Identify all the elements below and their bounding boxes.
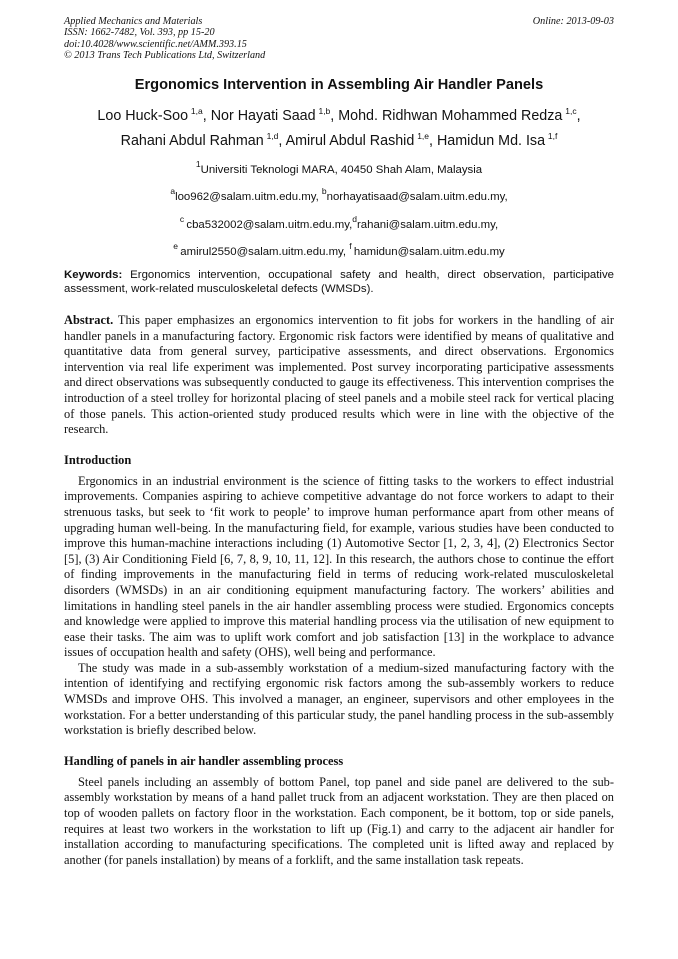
paper-page <box>64 16 614 868</box>
email-text: loo962@salam.uitm.edu.my, <box>175 191 322 204</box>
author-sep: , <box>576 107 581 124</box>
email-sup: f <box>349 241 352 252</box>
author-sup: 1,c <box>565 105 577 116</box>
affiliations <box>64 158 614 260</box>
doi-line: doi:10.4028/www.scientific.net/AMM.393.15 <box>64 38 247 50</box>
affiliation-text: Universiti Teknologi MARA, 40450 Shah Alam, Malaysia <box>200 163 483 176</box>
email-sup: a <box>170 186 176 197</box>
author-line-1 <box>64 101 614 126</box>
author-sep: , <box>330 107 339 124</box>
email-sup: e <box>173 241 178 252</box>
author-sep: , <box>429 132 437 149</box>
issn-line: ISSN: 1662-7482, Vol. 393, pp 15-20 <box>64 27 215 39</box>
author-sup: 1,e <box>417 130 430 141</box>
author-sup: 1,b <box>318 105 331 116</box>
handling-paragraph-1: Steel panels including an assembly of bottom Panel, top panel and side panel are delivered to the sub-assembly workstation by means of a hand pallet truck from an adjacent workstation. They are then placed on top of wooden pallets on factory floor in the workstation. Each component, be it bottom, top or side panels, requires at least two workers in the workstation to lift up (Fig.1) and carry to the adjacent air handler for installation according to manufacturing specifications. The completed unit is lifted away and replaced by another (for panels installation) by means of a forklift, and the same installation task repeats. <box>64 774 614 867</box>
section-heading-handling: Handling of panels in air handler assembling process <box>64 753 344 768</box>
author-line-2 <box>64 126 614 151</box>
keywords-text: Ergonomics intervention, occupational safety and health, direct observation, participative assessment, work-related musculoskeletal defects (WMSDs). <box>64 269 614 295</box>
online-date: Online: 2013-09-03 <box>532 16 614 27</box>
author-list <box>64 101 614 151</box>
intro-paragraph-1: Ergonomics in an industrial environment is the science of fitting tasks to the workers to effect industrial improvements. Companies aspiring to achieve competitive advantage do not force workers to adapt to their strenuous tasks, but seek to ‘fit work to people’ to improve human performance apart from other means of upgrading human well-being. In the manufacturing field, for example, various studies have been conducted to improve this human-machine interactions including (1) Automotive Sector [1, 2, 3, 4], (2) Electronics Sector [5], (3) Air Conditioning Field [6, 7, 8, 9, 10, 11, 12]. In this research, the authors chose to continue the effort of finding improvements in the manufacturing field in terms of reducing work-related musculoskeletal disorders (WMSDs) in an air conditioning equipment manufacturing factory. The workers’ abilities and limitations in handling steel panels in the air handler assembling process were studied. Ergonomics concepts and knowledge were applied to improve this material handling process via the utilisation of new equipment to ease their tasks. The aim was to uplift work comfort and job satisfaction [13] in the workplace to advance issues of occupation health and safety (OHS), well being and performance. <box>64 473 614 660</box>
section-heading-introduction: Introduction <box>64 452 132 467</box>
email-text: cba532002@salam.uitm.edu.my, <box>186 218 353 231</box>
email-line-2 <box>64 213 614 232</box>
affiliation-line <box>64 158 614 177</box>
abstract-text: This paper emphasizes an ergonomics intervention to fit jobs for workers in the handling of air handler panels in a manufacturing factory. Ergonomic risk factors were identified by means of qualitative and quantitative data from general survey, participative assessments, and direct observations. Ergonomics intervention via real life experiment was implemented. Post survey incorporating participative assessments and direct observations was subsequently conducted to gauge its effectiveness. This intervention comprises the introduction of a steel trolley for horizontal placing of steel panels and a mobile steel rack for vertical placing of those panels. This action-oriented study produced results which were in line with the objective of the research. <box>64 313 614 437</box>
paper-title: Ergonomics Intervention in Assembling Air Handler Panels <box>134 76 544 93</box>
author-name: Rahani Abdul Rahman <box>120 132 264 149</box>
author-sep: , <box>278 132 286 149</box>
abstract <box>64 313 614 438</box>
author-name: Hamidun Md. Isa <box>436 132 546 149</box>
author-name: Loo Huck-Soo <box>97 107 189 124</box>
email-text: rahani@salam.uitm.edu.my, <box>356 218 499 231</box>
intro-paragraph-2: The study was made in a sub-assembly workstation of a medium-sized manufacturing factory with the intention of identifying and rectifying ergonomic risk factors among the sub-assembly workers to reduce WMSDs and improve OHS. This involved a manager, an engineer, supervisors and other employees in the workstation. For a better understanding of this particular study, the panel handling process in the sub-assembly workstation is briefly described below. <box>64 660 614 738</box>
author-name: Nor Hayati Saad <box>210 107 316 124</box>
email-text: norhayatisaad@salam.uitm.edu.my, <box>326 191 508 204</box>
copyright-line: © 2013 Trans Tech Publications Ltd, Switzerland <box>64 50 266 62</box>
author-sup: 1,a <box>190 105 203 116</box>
keywords <box>64 268 614 296</box>
keywords-label: Keywords: <box>64 269 123 281</box>
email-sup: c <box>179 213 185 224</box>
email-sup: d <box>352 213 357 224</box>
email-line-1 <box>64 185 614 204</box>
aff-sup: 1 <box>195 158 201 169</box>
author-name: Mohd. Ridhwan Mohammed Redza <box>338 107 563 124</box>
abstract-label: Abstract. <box>64 313 114 327</box>
author-sup: 1,f <box>547 130 558 141</box>
email-text: amirul2550@salam.uitm.edu.my, <box>180 246 350 259</box>
journal-name: Applied Mechanics and Materials <box>64 16 203 27</box>
email-line-3 <box>64 240 614 259</box>
author-sup: 1,d <box>266 130 279 141</box>
email-text: hamidun@salam.uitm.edu.my <box>353 246 505 259</box>
journal-header <box>64 16 614 62</box>
author-sep: , <box>202 107 211 124</box>
email-sup: b <box>321 186 327 197</box>
author-name: Amirul Abdul Rashid <box>285 132 415 149</box>
